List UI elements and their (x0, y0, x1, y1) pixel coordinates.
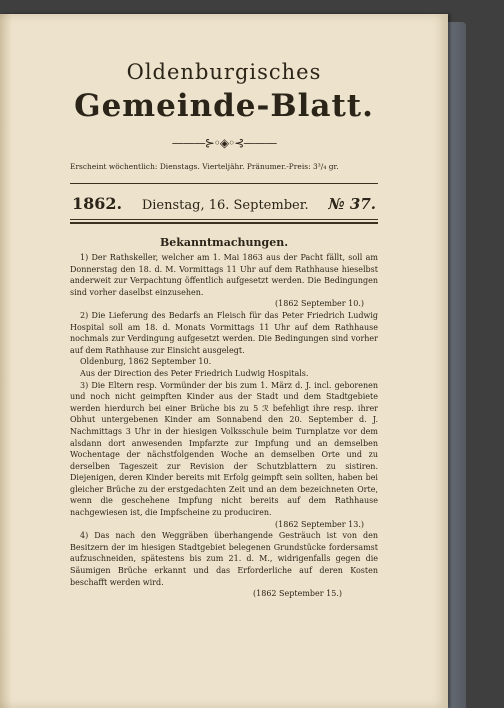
notice-2: 2) Die Lieferung des Bedarfs an Fleisch für das Peter Friedrich Ludwig Hospital soll am 18. d. Monats Vormittags 11 Uhr auf dem Rathhause nochmals zur Verdingung aufgesetzt werden. Die Bedingungen sind vorher auf dem Rathhause zur Einsicht ausgelegt. (70, 310, 378, 355)
masthead-line1: Oldenburgisches (126, 60, 322, 84)
page-content (70, 54, 378, 600)
notice-1-date: (1862 September 10.) (275, 299, 364, 309)
notice-4: 4) Das nach den Weggräben überhangende Gesträuch ist von den Besitzern der im hiesigen Stadtgebiet belegenen Grundstücke fordersamst aufzuschneiden, spätestens bis zum 21. d. M., widrigenfalls gegen die Säumigen Brüche erkannt und das Erforderliche auf deren Kosten beschafft werden wird. (70, 531, 378, 587)
section-title: Bekanntmachungen. (159, 236, 289, 249)
rule-mid (70, 219, 378, 220)
notice-3: 3) Die Eltern resp. Vormünder der bis zum 1. März d. J. incl. geborenen und noch nicht geimpften Kinder aus der Stadt und dem Stadtgebiete werden hierdurch bei einer Brüche bis zu 5 ℛ befehligt ihre resp. ihrer Obhut untergebenen Kinder am Sonnabend den 20. September d. J. Nachmittags 3 Uhr in der hiesigen Volksschule beim Turnplatze vor dem alsdann dort anwesenden Impfarzte zur Impfung und an demselben Wochentage der nächstfolgenden Woche an demselben Orte und zu derselben Tageszeit zur Revision der Schutzblattern zu sistiren. Diejenigen, deren Kinder bereits mit Erfolg geimpft sein sollten, haben bei gleicher Brüche zu der erstgedachten Zeit und an dem bezeichneten Orte, wenn die geschehene Impfung nicht bereits auf dem Rathhause nachgewiesen ist, die Impfscheine zu produciren. (70, 380, 378, 518)
notice-3-date: (1862 September 13.) (275, 519, 364, 529)
notice-1: 1) Der Rathskeller, welcher am 1. Mai 1863 aus der Pacht fällt, soll am Donnerstag den 18. d. M. Vormittags 11 Uhr auf dem Rathhause hieselbst anderweit zur Verpachtung öffentlich aufgesetzt werden. Die Bedingungen sind vorher daselbst einzusehen. (70, 253, 378, 297)
issue-date: Dienstag, 16. September. (141, 198, 309, 213)
rule-mid-thick (70, 222, 378, 224)
rule-top (70, 183, 378, 184)
notice-2-place: Oldenburg, 1862 September 10. (80, 357, 212, 367)
issue-line (70, 194, 378, 213)
newspaper-page (0, 14, 448, 708)
masthead-title: Gemeinde-Blatt. (74, 88, 374, 124)
issue-year: 1862. (72, 194, 123, 213)
notice-4-date: (1862 September 15.) (253, 589, 342, 599)
notice-2-signature: Aus der Direction des Peter Friedrich Ludwig Hospitals. (80, 368, 309, 378)
issue-number: № 37. (328, 195, 376, 213)
subscription-info: Erscheint wöchentlich: Dienstags. Vierteljähr. Pränumer.-Preis: 3³/₄ gr. (70, 162, 339, 171)
ornament-divider: ———⊱◦◈◦⊰——— (171, 136, 277, 150)
page-gutter-shadow (0, 14, 12, 708)
